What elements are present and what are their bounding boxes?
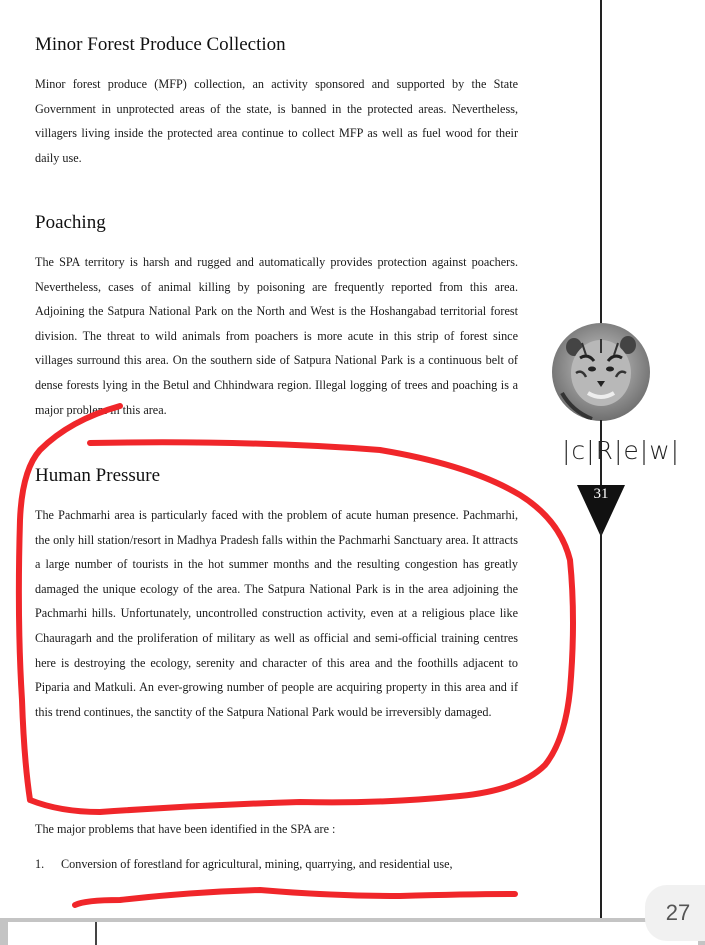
heading-minor-forest-produce: Minor Forest Produce Collection	[35, 34, 286, 55]
next-page-margin	[0, 922, 8, 945]
list-item-number: 1.	[35, 857, 45, 871]
sidebar-rule-top	[600, 0, 602, 325]
major-problems-intro: The major problems that have been identified in the SPA are :	[35, 822, 336, 836]
paragraph-human-pressure: The Pachmarhi area is particularly faced with the problem of acute human presence. Pachmarhi, the only hill station/resort in Madhya Pradesh falls within the Pachmarhi Sanctuary area. It attracts a large number of tourists in the hot summer months and the resulting congestion has greatly damaged the unique ecology of the area. The Satpura National Park is in the area adjoining the Pachmarhi hills. Unfortunately, uncontrolled construction activity, even at a religious place like Chauragarh and the proliferation of military as well as official and semi-official training centres here is destroying the ecology, serenity and character of this area and the foothills adjacent to Piparia and Matkuli. An ever-growing number of people are acquiring property in this area and if this trend continues, the sanctity of the Satpura National Park would be irreversibly damaged.	[35, 508, 518, 719]
printed-page-number: 31	[593, 486, 609, 502]
next-page	[0, 922, 705, 945]
heading-poaching: Poaching	[35, 212, 106, 233]
page-indicator[interactable]: 27	[645, 885, 705, 941]
tiger-icon	[552, 323, 650, 421]
tiger-image	[552, 323, 650, 421]
heading-human-pressure: Human Pressure	[35, 465, 161, 486]
list-item-text: Conversion of forestland for agricultural, mining, quarrying, and residential use,	[61, 857, 453, 871]
paragraph-poaching: The SPA territory is harsh and rugged and automatically provides protection against poachers. Nevertheless, cases of animal killing by poisoning are frequently reported from this area. Adjoining the Satpura National Park on the North and West is the Hoshangabad territorial forest division. The threat to wild animals from poachers is more acute in this strip of forest since villages surround this area. On the southern side of Satpura National Park is a continuous belt of dense forests lying in the Betul and Chhindwara region. Illegal logging of trees and poaching is a major problem in this area.	[35, 255, 518, 417]
publisher-logo: |c|R|e|w|	[562, 436, 681, 465]
sidebar-rule-bottom	[600, 530, 602, 918]
next-page-rule	[95, 922, 97, 945]
paragraph-minor-forest-produce: Minor forest produce (MFP) collection, an activity sponsored and supported by the State Government in unprotected areas of the state, is banned in the protected areas. Nevertheless, villagers living inside the protected area continue to collect MFP as well as fuel wood for their daily use.	[35, 77, 518, 165]
